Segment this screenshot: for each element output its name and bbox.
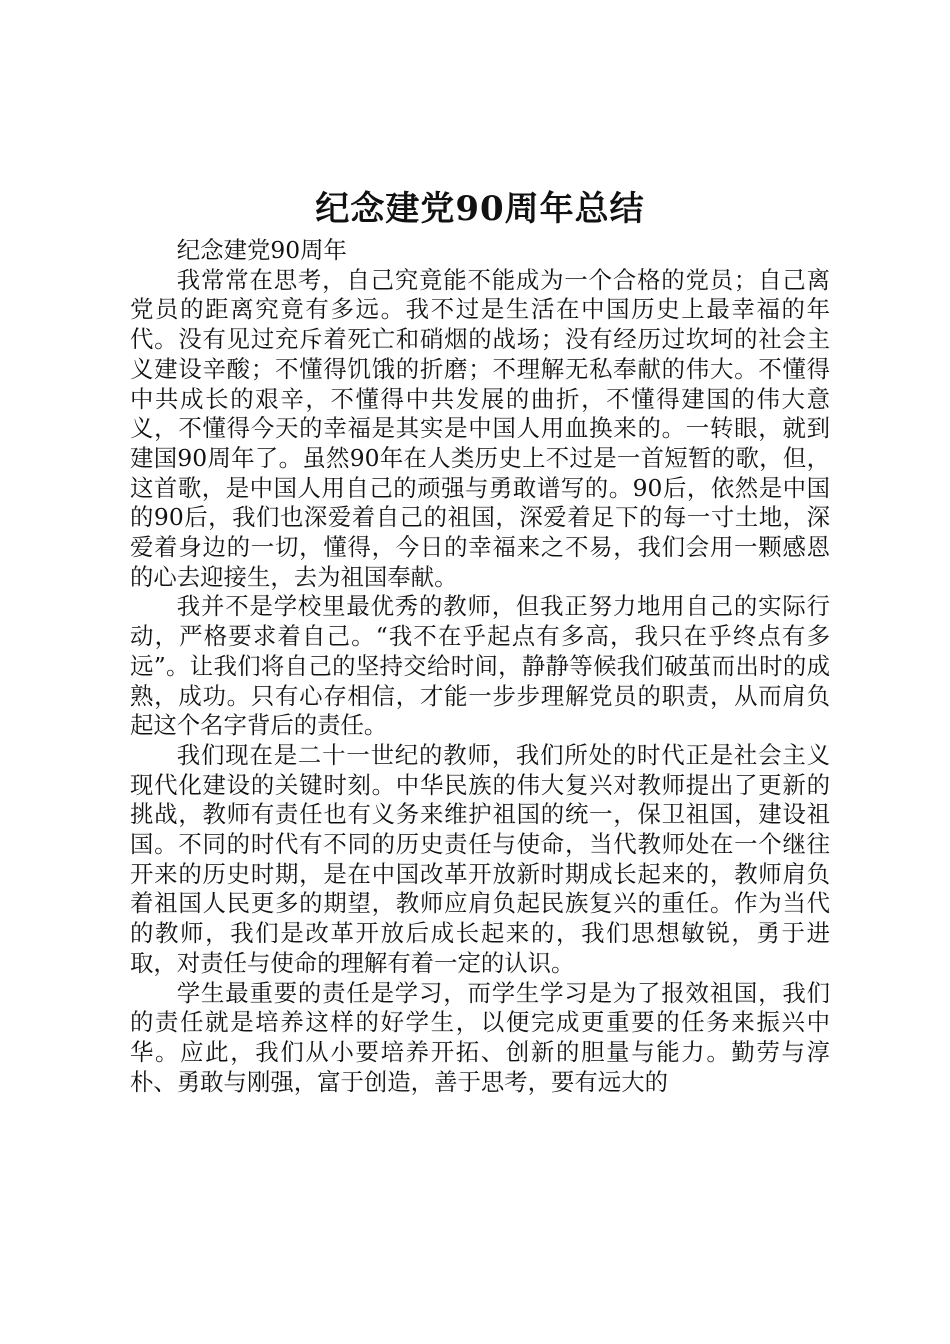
- paragraph-3: 我们现在是二十一世纪的教师，我们所处的时代正是社会主义现代化建设的关键时刻。中华民族的伟大复兴对教师提出了更新的挑战，教师有责任也有义务来维护祖国的统一，保卫祖国，建设祖国。不同的时代有不同的历史责任与使命，当代教师处在一个继往开来的历史时期，是在中国改革开放新时期成长起来的，教师肩负着祖国人民更多的期望，教师应肩负起民族复兴的重任。作为当代的教师，我们是改革开放后成长起来的，我们思想敏锐，勇于进取，对责任与使命的理解有着一定的认识。: [130, 740, 830, 977]
- document-body: [130, 182, 830, 1097]
- paragraph-2: 我并不是学校里最优秀的教师，但我正努力地用自己的实际行动，严格要求着自己。“我不在乎起点有多高，我只在乎终点有多远”。让我们将自己的坚持交给时间，静静等候我们破茧而出时的成熟，成功。只有心存相信，才能一步步理解党员的职责，从而肩负起这个名字背后的责任。: [130, 592, 830, 740]
- paragraph-1: 我常常在思考，自己究竟能不能成为一个合格的党员；自己离党员的距离究竟有多远。我不过是生活在中国历史上最幸福的年代。没有见过充斥着死亡和硝烟的战场；没有经历过坎坷的社会主义建设辛酸；不懂得饥饿的折磨；不理解无私奉献的伟大。不懂得中共成长的艰辛，不懂得中共发展的曲折，不懂得建国的伟大意义，不懂得今天的幸福是其实是中国人用血换来的。一转眼，就到建国90周年了。虽然90年在人类历史上不过是一首短暂的歌，但，这首歌，是中国人用自己的顽强与勇敢谱写的。90后，依然是中国的90后，我们也深爱着自己的祖国，深爱着足下的每一寸土地，深爱着身边的一切，懂得，今日的幸福来之不易，我们会用一颗感恩的心去迎接生，去为祖国奉献。: [130, 265, 830, 591]
- paragraph-4: 学生最重要的责任是学习，而学生学习是为了报效祖国，我们的责任就是培养这样的好学生，以便完成更重要的任务来振兴中华。应此，我们从小要培养开拓、创新的胆量与能力。勤劳与淳朴、勇敢与刚强，富于创造，善于思考，要有远大的: [130, 978, 830, 1096]
- document-subtitle: 纪念建党90周年: [176, 236, 347, 264]
- document-title: 纪念建党90周年总结: [315, 189, 645, 229]
